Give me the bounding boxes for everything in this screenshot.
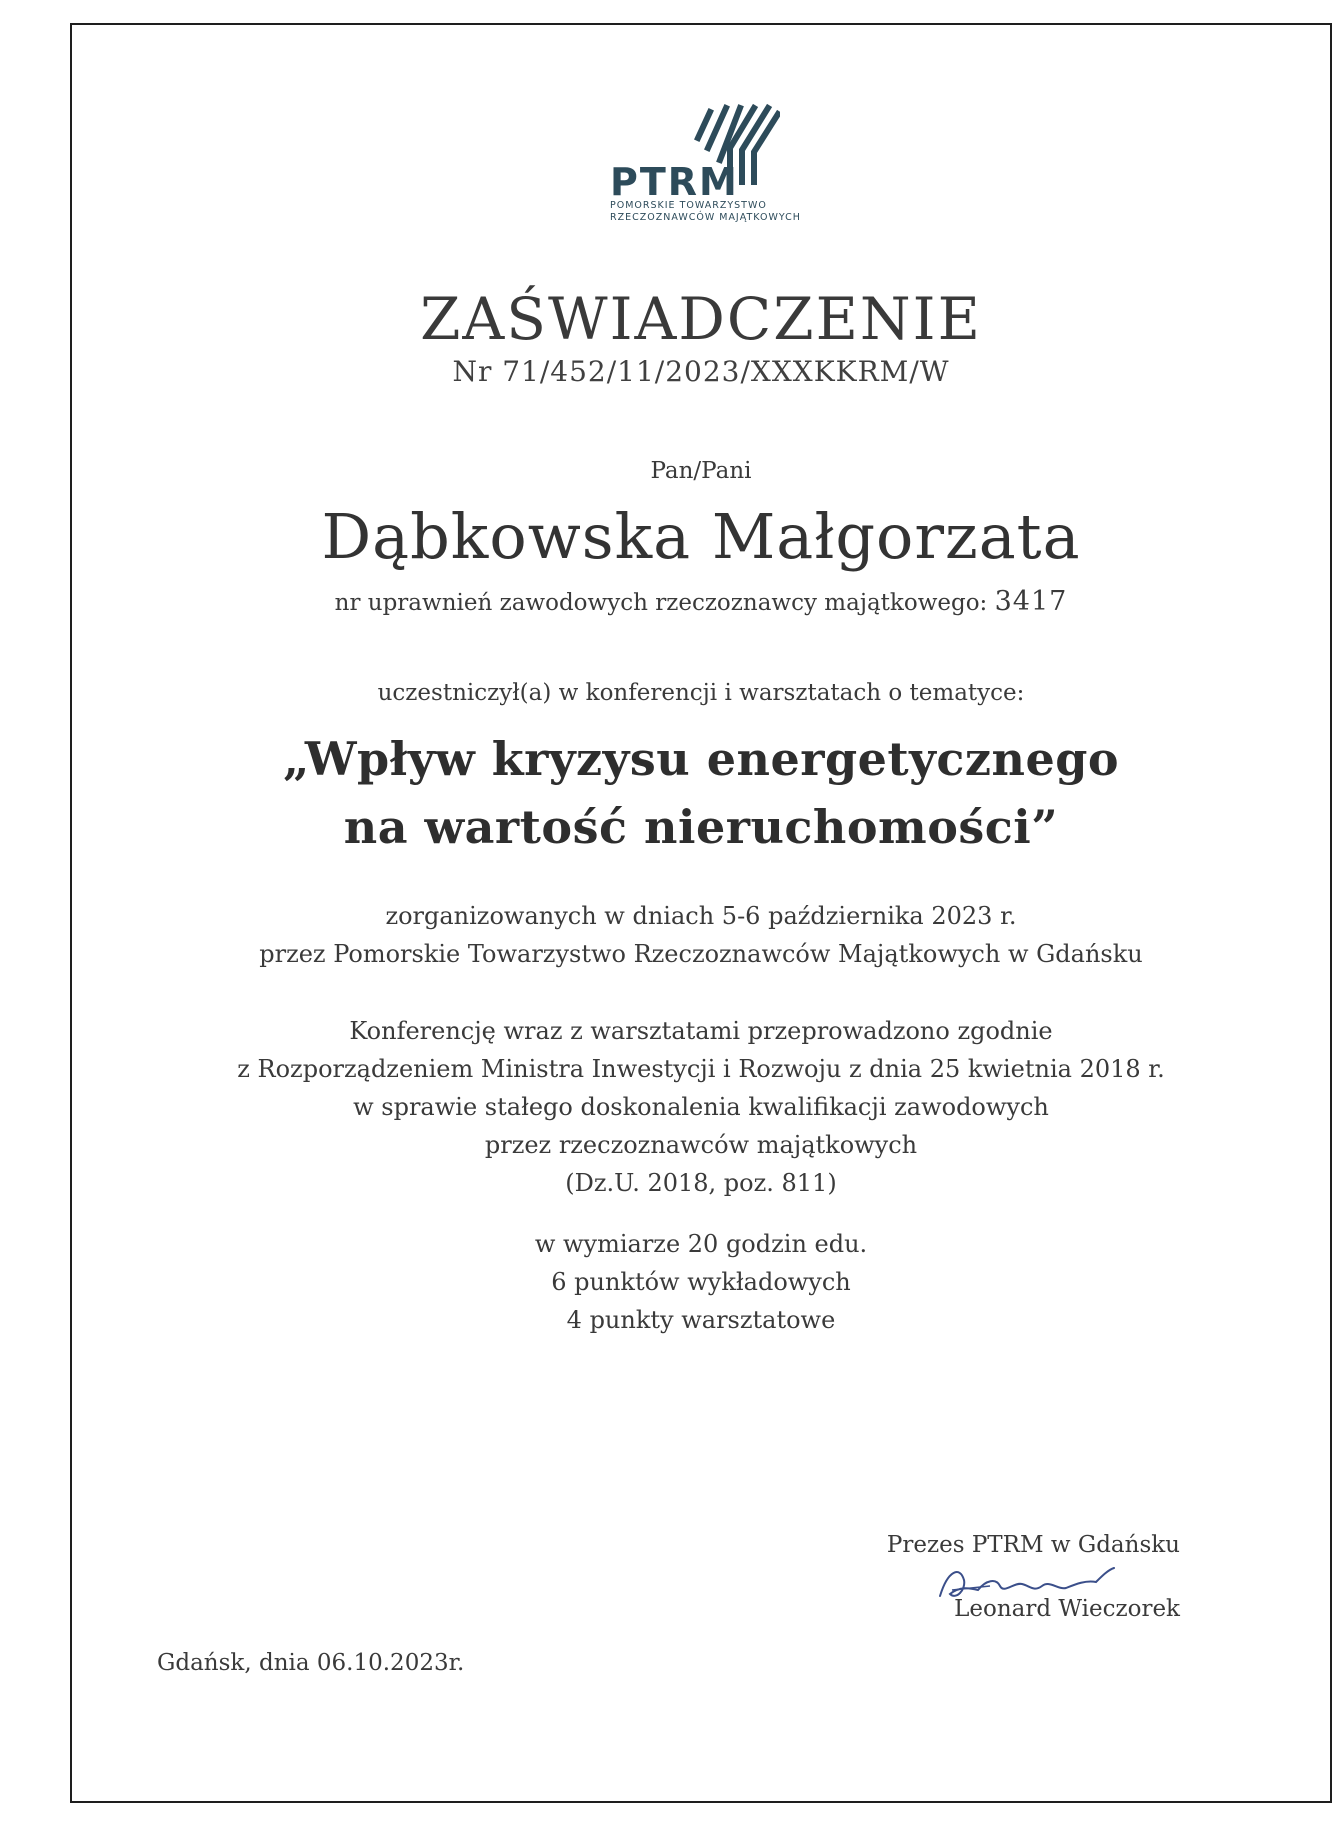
salutation: Pan/Pani bbox=[650, 458, 752, 484]
organizer-info bbox=[70, 897, 1332, 973]
license-line bbox=[70, 586, 1332, 617]
logo-acronym: PTRM bbox=[610, 160, 739, 204]
organized-line-2: przez Pomorskie Towarzystwo Rzeczoznawców Majątkowych w Gdańsku bbox=[259, 940, 1143, 968]
participation-text: uczestniczył(a) w konferencji i warsztatach o tematyce: bbox=[377, 680, 1025, 706]
legal-basis bbox=[70, 1012, 1332, 1202]
license-label: nr uprawnień zawodowych rzeczoznawcy majątkowego: bbox=[334, 590, 988, 616]
hours-line-3: 4 punkty warsztatowe bbox=[566, 1306, 836, 1334]
training-hours bbox=[70, 1225, 1332, 1339]
hours-line-2: 6 punktów wykładowych bbox=[551, 1268, 851, 1296]
logo-subtitle-line1: POMORSKIE TOWARZYSTWO bbox=[610, 200, 767, 211]
topic-line-2: na wartość nieruchomości” bbox=[343, 800, 1059, 854]
license-number: 3417 bbox=[994, 586, 1068, 617]
legal-line-5: (Dz.U. 2018, poz. 811) bbox=[565, 1169, 837, 1197]
recipient-name: Dąbkowska Małgorzata bbox=[321, 500, 1081, 573]
legal-line-2: z Rozporządzeniem Ministra Inwestycji i Rozwoju z dnia 25 kwietnia 2018 r. bbox=[237, 1055, 1165, 1083]
organized-line-1: zorganizowanych w dniach 5-6 października 2023 r. bbox=[385, 902, 1017, 930]
signature-block bbox=[830, 1530, 1180, 1624]
ptrm-logo bbox=[580, 100, 801, 230]
legal-line-1: Konferencję wraz z warsztatami przeprowadzono zgodnie bbox=[349, 1017, 1053, 1045]
topic-line-1: „Wpływ kryzysu energetycznego bbox=[282, 732, 1120, 786]
topic-title bbox=[70, 725, 1332, 861]
signer-name: Leonard Wieczorek bbox=[954, 1596, 1180, 1622]
logo-subtitle bbox=[610, 200, 801, 224]
legal-line-3: w sprawie stałego doskonalenia kwalifikacji zawodowych bbox=[353, 1093, 1049, 1121]
legal-line-4: przez rzeczoznawców majątkowych bbox=[484, 1131, 918, 1159]
certificate-number: Nr 71/452/11/2023/XXXKKRM/W bbox=[452, 355, 950, 388]
place-and-date: Gdańsk, dnia 06.10.2023r. bbox=[157, 1650, 465, 1676]
hours-line-1: w wymiarze 20 godzin edu. bbox=[534, 1230, 868, 1258]
handwritten-signature-icon bbox=[930, 1560, 1130, 1608]
document-title: ZAŚWIADCZENIE bbox=[420, 285, 982, 353]
logo-subtitle-line2: RZECZOZNAWCÓW MAJĄTKOWYCH bbox=[610, 212, 801, 223]
signer-title: Prezes PTRM w Gdańsku bbox=[886, 1532, 1180, 1558]
